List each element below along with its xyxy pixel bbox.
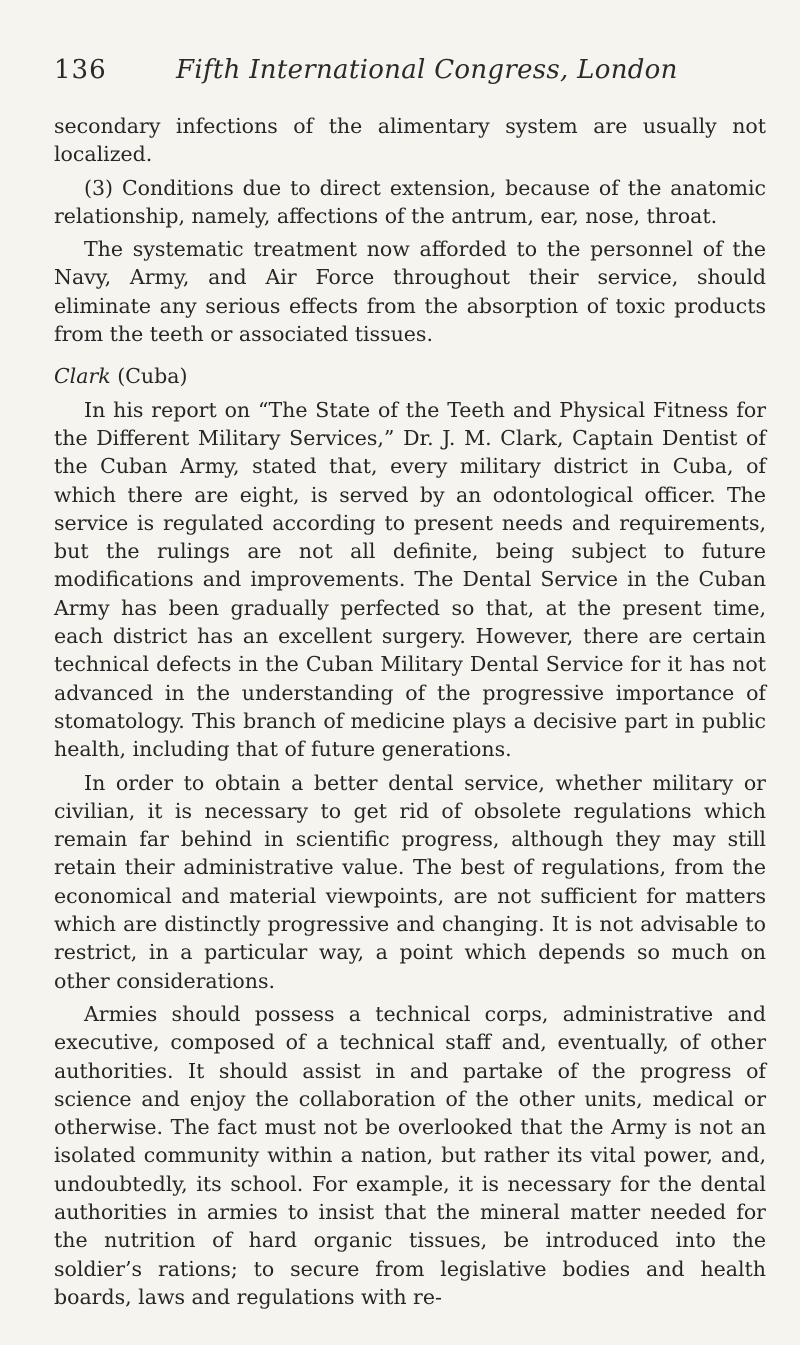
body-text <box>54 112 766 1316</box>
section-author: Clark <box>54 364 111 389</box>
paragraph-conditions: (3) Conditions due to direct extension, because of the anatomic relationship, namely, affections of the antrum, ear, nose, throat. <box>54 175 766 228</box>
page-number: 136 <box>54 55 107 85</box>
section-heading <box>54 362 766 390</box>
paragraph-clark-report: In his report on “The State of the Teeth and Physical Fitness for the Different Military Services,” Dr. J. M. Clark, Captain Dentist of the Cuban Army, stated that, every military district in Cuba, of which there are eight, is served by an odontological officer. The service is regulated according to present needs and requirements, but the rulings are not all definite, being subject to future modifications and improvements. The Dental Service in the Cuban Army has been gradually perfected so that, at the present time, each district has an excellent surgery. However, there are certain technical defects in the Cuban Military Dental Service for it has not advanced in the understanding of the progressive importance of stomatology. This branch of medicine plays a decisive part in public health, including that of future generations. <box>54 397 766 762</box>
running-head <box>0 55 800 95</box>
paragraph-continuation: secondary infections of the alimentary system are usually not localized. <box>54 114 766 167</box>
paragraph-systematic-treatment: The systematic treatment now afforded to the personnel of the Navy, Army, and Air Force throughout their service, should eliminate any serious effects from the absorption of toxic products from the teeth or associated tissues. <box>54 237 766 347</box>
running-title: Fifth International Congress, London <box>176 55 678 85</box>
section-country: (Cuba) <box>117 364 188 389</box>
paragraph-armies-technical-corps: Armies should possess a technical corps, administrative and executive, composed of a technical staff and, eventually, of other authorities. It should assist in and partake of the progress of science and enjoy the collaboration of the other units, medical or otherwise. The fact must not be overlooked that the Army is not an isolated community within a nation, but rather its vital power, and, undoubtedly, its school. For example, it is necessary for the dental authorities in armies to insist that the mineral matter needed for the nutrition of hard organic tissues, be introduced into the soldier’s rations; to secure from legislative bodies and health boards, laws and regulations with re- <box>54 1001 766 1309</box>
paragraph-better-dental-service: In order to obtain a better dental service, whether military or civilian, it is necessary to get rid of obsolete regulations which remain far behind in scientific progress, although they may still retain their administrative value. The best of regulations, from the economical and material viewpoints, are not sufficient for matters which are distinctly progressive and changing. It is not advisable to restrict, in a particular way, a point which depends so much on other considerations. <box>54 770 766 993</box>
